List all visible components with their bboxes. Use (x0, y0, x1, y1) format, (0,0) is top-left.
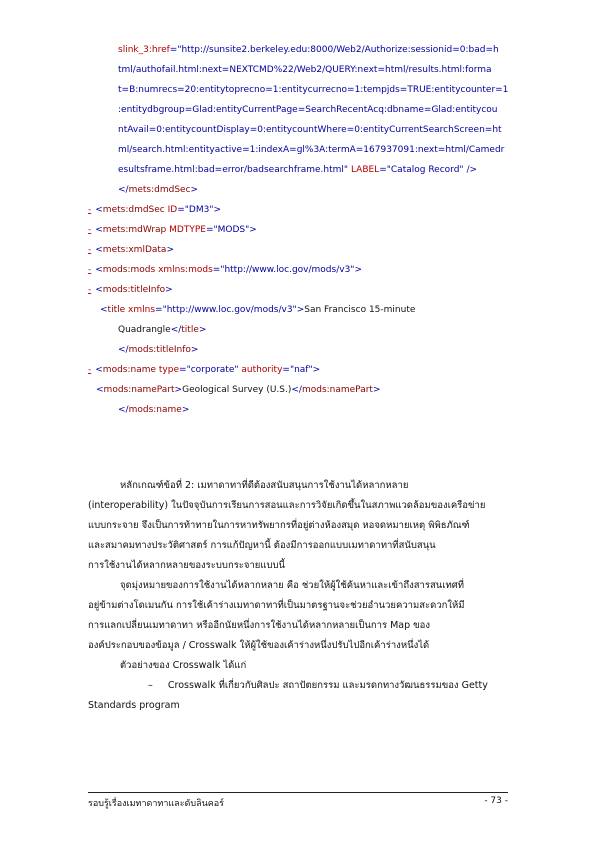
xml-token-br: </ (291, 385, 302, 395)
xml-line (0, 180, 595, 200)
xml-token-br: = (205, 225, 214, 235)
xml-token-val: "http://sunsite2.berkeley.edu:8000/Web2/Authorize:sessionid=0:bad=h (177, 45, 499, 55)
example-intro: ตัวอย่างของ Crosswalk ได้แก่ (120, 660, 247, 671)
xml-token-attr: xmlns:mods (158, 265, 213, 275)
xml-token-tag: title (181, 325, 199, 335)
xml-token-br: = (379, 165, 387, 175)
xml-token-tag: mods:name (102, 365, 157, 375)
xml-token-val: "http://www.loc.gov/mods/v3" (162, 305, 297, 315)
bullet-text: Crosswalk ที่เกี่ยวกับศิลปะ สถาปัตยกรรม และมรดกทางวัฒนธรรมของ Getty (167, 680, 488, 691)
xml-line (0, 140, 595, 160)
xml-token-br: = (155, 305, 163, 315)
xml-line (0, 260, 595, 280)
xml-token-val: "Catalog Record" (386, 165, 464, 175)
xml-token-br: < (95, 225, 103, 235)
paragraph-2-line-2: อยู่ข้ามต่างโดเมนกัน การใช้เค้าร่างเมทาดาทาที่เป็นมาตรฐานจะช่วยอำนวยความสะดวกให้มี (88, 600, 465, 611)
xml-token-tag: mods:namePart (301, 385, 373, 395)
xml-token-br: > (354, 265, 362, 275)
xml-token-attr: slink_3:href (118, 45, 170, 55)
xml-token-br: > (213, 205, 222, 215)
xml-token-br: </ (170, 325, 182, 335)
xml-line (0, 360, 595, 380)
xml-token-tag: mods:titleInfo (102, 285, 166, 295)
xml-line (0, 320, 595, 340)
xml-token-br: > (174, 385, 183, 395)
paragraph-1-line-3: และสมาคมทางประวัติศาสตร์ การแก้ปัญหานี้ ต้องมีการออกแบบเมทาดาทาที่สนับสนุน (88, 540, 436, 551)
xml-token-br: > (198, 325, 207, 335)
xml-line (0, 40, 595, 60)
bullet-continuation: Standards program (88, 700, 180, 711)
xml-token-br: > (312, 365, 321, 375)
collapse-toggle[interactable]: - (88, 285, 92, 295)
xml-token-tag: mods:mods (102, 265, 156, 275)
xml-line (0, 200, 595, 220)
xml-token-val: t=B:numrecs=20:entitytoprecno=1:entitycurrecno=1:tempjds=TRUE:entitycounter=1 (118, 85, 509, 95)
xml-token-br: > (249, 225, 257, 235)
xml-token-br: </ (118, 345, 129, 355)
xml-token-br: = (179, 365, 187, 375)
xml-code-listing (0, 40, 595, 420)
xml-token-br: > (296, 305, 305, 315)
collapse-toggle[interactable]: - (88, 205, 92, 215)
xml-token-br: = (169, 45, 178, 55)
paragraph-1-line-1: (interoperability) ในปัจจุบันการเรียนการสอนและการวิจัยเกิดขึ้นในสภาพแวดล้อมของเครือข่าย (88, 500, 486, 511)
xml-token-br: > (166, 245, 174, 255)
xml-token-val: :entitydbgroup=Glad:entityCurrentPage=SearchRecentAcq:dbname=Glad:entitycou (118, 105, 498, 115)
paragraph-2-line-3: การแลกเปลี่ยนเมทาดาทา หรืออีกนัยหนึ่งการใช้งานได้หลากหลายเป็นการ Map ของ (88, 620, 430, 631)
page-footer (88, 792, 508, 810)
xml-token-tag: mods:titleInfo (128, 345, 191, 355)
xml-token-attr: LABEL (350, 165, 380, 175)
xml-token-br: > (181, 405, 190, 415)
collapse-toggle[interactable]: - (88, 365, 92, 375)
xml-token-val: "DM3" (184, 205, 214, 215)
xml-token-br: </ (118, 185, 129, 195)
xml-line (0, 160, 595, 180)
xml-token-val: esultsframe.html:bad=error/badsearchframe.html" (118, 165, 349, 175)
paragraph-1-line-2: แบบกระจาย จึงเป็นการท้าทายในการหาทรัพยากรที่อยู่ต่างห้องสมุด หอจดหมายเหตุ พิพิธภัณฑ์ (88, 520, 470, 531)
xml-line (0, 240, 595, 260)
xml-token-br: < (95, 245, 103, 255)
xml-token-br: = (282, 365, 290, 375)
xml-token-br: < (95, 285, 103, 295)
xml-line (0, 120, 595, 140)
xml-line (0, 280, 595, 300)
xml-token-tag: title (107, 305, 126, 315)
xml-token-br: > (372, 385, 381, 395)
xml-line (0, 100, 595, 120)
xml-token-br: = (177, 205, 185, 215)
bullet-marker: – (148, 680, 153, 691)
xml-line (0, 300, 595, 320)
xml-line (0, 220, 595, 240)
xml-line (0, 400, 595, 420)
xml-token-val: "corporate" (186, 365, 239, 375)
xml-token-br: < (96, 385, 104, 395)
xml-token-txt: San Francisco 15-minute (304, 305, 416, 315)
xml-token-tag: mets:mdWrap (102, 225, 167, 235)
xml-token-attr: authority (241, 365, 283, 375)
xml-token-val: "naf" (289, 365, 313, 375)
xml-token-br: > (190, 185, 199, 195)
body-text (88, 476, 508, 716)
bullet-item (88, 676, 508, 696)
footer-title: รอบรู้เรื่องเมทาดาทาและดับลินคอร์ (88, 799, 225, 809)
xml-token-br: /> (466, 165, 478, 175)
principle-heading: หลักเกณฑ์ข้อที่ 2: เมทาดาทาที่ดีต้องสนับสนุนการใช้งานได้หลากหลาย (120, 480, 409, 491)
xml-token-txt: Geological Survey (U.S.) (182, 385, 292, 395)
xml-token-attr: type (158, 365, 180, 375)
collapse-toggle[interactable]: - (88, 225, 92, 235)
page-number: - 73 - (484, 796, 508, 806)
paragraph-1-line-4: การใช้งานได้หลากหลายของระบบกระจายแบบนี้ (88, 560, 286, 571)
xml-token-val: ml/search.html:entityactive=1:indexA=gl%3A:termA=167937091:next=html/Camedr (118, 145, 505, 155)
xml-line (0, 60, 595, 80)
xml-token-val: tml/authofail.html:next=NEXTCMD%22/Web2/QUERY:next=html/results.html:forma (118, 65, 492, 75)
xml-token-val: "MODS" (213, 225, 250, 235)
xml-token-br: > (165, 285, 173, 295)
xml-token-tag: mets:xmlData (102, 245, 167, 255)
xml-token-tag: mets:dmdSec (128, 185, 191, 195)
paragraph-2-line-4: องค์ประกอบของข้อมูล / Crosswalk ให้ผู้ใช้ของเค้าร่างหนึ่งปรับไปอีกเค้าร่างหนึ่งได้ (88, 640, 430, 651)
collapse-toggle[interactable]: - (88, 245, 92, 255)
xml-token-br: = (212, 265, 221, 275)
xml-token-tag: mets:dmdSec (102, 205, 165, 215)
xml-token-attr: MDTYPE (169, 225, 206, 235)
xml-token-attr: ID (167, 205, 178, 215)
xml-line (0, 80, 595, 100)
collapse-toggle[interactable]: - (88, 265, 92, 275)
xml-token-val: ntAvail=0:entitycountDisplay=0:entitycountWhere=0:entityCurrentSearchScreen=ht (118, 125, 502, 135)
xml-token-br: < (95, 205, 103, 215)
xml-token-br: < (95, 265, 103, 275)
xml-token-br: </ (118, 405, 129, 415)
xml-token-txt: Quadrangle (118, 325, 171, 335)
xml-token-tag: mods:namePart (103, 385, 175, 395)
xml-token-attr: xmlns (128, 305, 156, 315)
xml-token-br: < (100, 305, 108, 315)
xml-token-br: < (95, 365, 103, 375)
xml-line (0, 380, 595, 400)
xml-token-br: > (190, 345, 199, 355)
xml-token-tag: mods:name (128, 405, 182, 415)
xml-token-val: "http://www.loc.gov/mods/v3" (220, 265, 355, 275)
xml-line (0, 340, 595, 360)
paragraph-2-line-1: จุดมุ่งหมายของการใช้งานได้หลากหลาย คือ ช่วยให้ผู้ใช้ค้นหาและเข้าถึงสารสนเทศที่ (120, 580, 465, 591)
